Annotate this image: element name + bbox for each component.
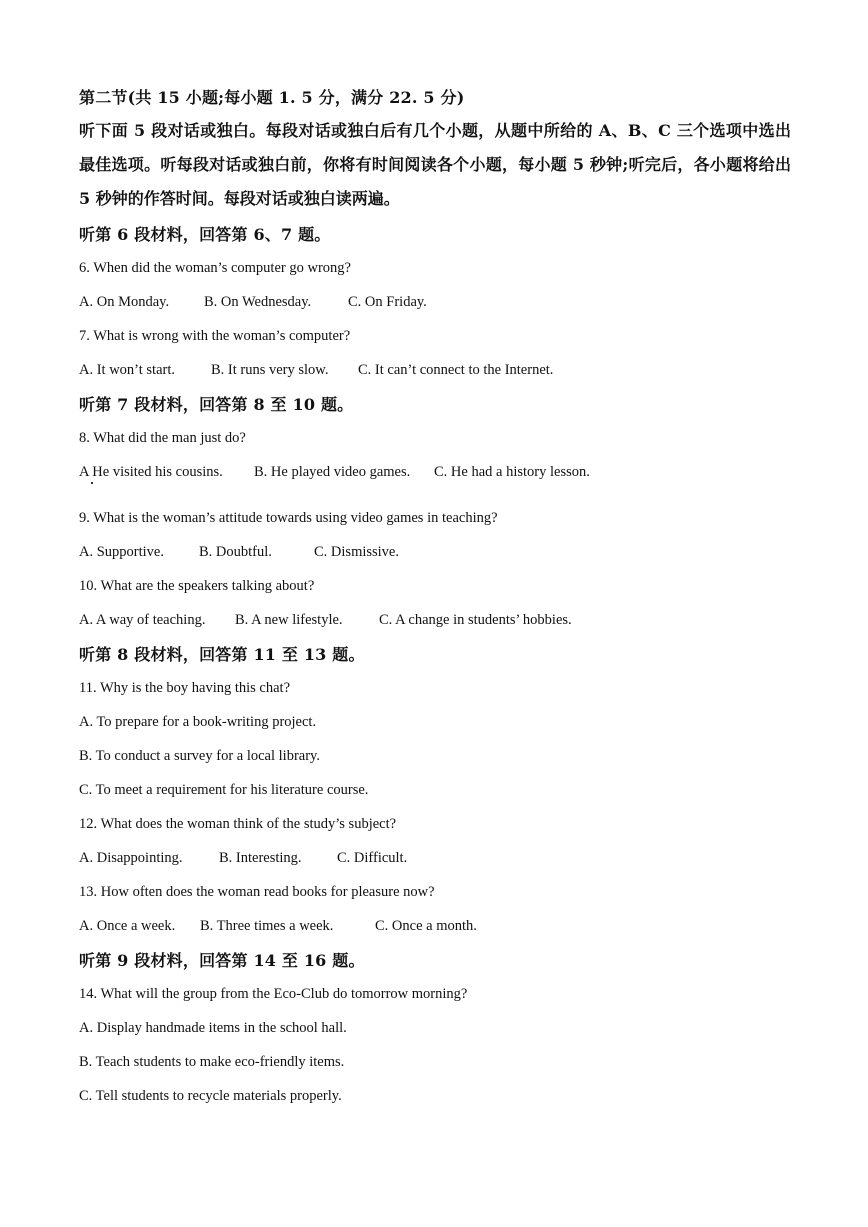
- option-b: B. It runs very slow.: [211, 362, 329, 378]
- question-stem: 10. What are the speakers talking about?: [79, 578, 315, 594]
- option-b: B. He played video games.: [254, 464, 411, 480]
- option-row: [79, 917, 477, 935]
- option-c: C. Dismissive.: [314, 544, 399, 560]
- option-c: C. On Friday.: [348, 294, 427, 310]
- section-heading: 第二节(共 15 小题;每小题 1. 5 分，满分 22. 5 分): [79, 88, 465, 107]
- option-b: B. Three times a week.: [200, 918, 334, 934]
- option-b: B. On Wednesday.: [204, 294, 312, 310]
- option-b: B. To conduct a survey for a local library.: [79, 748, 320, 764]
- option-a: A. To prepare for a book-writing project.: [79, 714, 317, 730]
- option-c: C. Difficult.: [337, 850, 408, 866]
- option-a: A. Supportive.: [79, 544, 164, 560]
- question-stem: 14. What will the group from the Eco-Club do tomorrow morning?: [79, 986, 468, 1002]
- question-stem: 9. What is the woman’s attitude towards using video games in teaching?: [79, 510, 498, 526]
- option-a: A. On Monday.: [79, 294, 170, 310]
- group-header: 听第 9 段材料，回答第 14 至 16 题。: [79, 951, 365, 970]
- question-stem: 6. When did the woman’s computer go wrong?: [79, 260, 351, 276]
- option-row: [79, 543, 399, 561]
- option-row: [79, 293, 427, 311]
- option-b: B. Teach students to make eco-friendly items.: [79, 1054, 345, 1070]
- option-a: A. Disappointing.: [79, 850, 183, 866]
- option-a: A. It won’t start.: [79, 362, 175, 378]
- print-speck: [91, 482, 93, 484]
- option-a: A. Display handmade items in the school hall.: [79, 1020, 347, 1036]
- question-stem: 8. What did the man just do?: [79, 430, 246, 446]
- question-stem: 7. What is wrong with the woman’s computer?: [79, 328, 351, 344]
- option-c: C. To meet a requirement for his literature course.: [79, 782, 369, 798]
- option-c: C. It can’t connect to the Internet.: [358, 362, 554, 378]
- option-b: B. A new lifestyle.: [235, 612, 343, 628]
- option-row: [79, 361, 553, 379]
- option-c: C. A change in students’ hobbies.: [379, 612, 572, 628]
- question-stem: 13. How often does the woman read books for pleasure now?: [79, 884, 435, 900]
- option-c: C. He had a history lesson.: [434, 464, 590, 480]
- option-row: [79, 463, 590, 481]
- option-row: [79, 611, 572, 629]
- option-a: A He visited his cousins.: [79, 464, 223, 480]
- group-header: 听第 7 段材料，回答第 8 至 10 题。: [79, 395, 354, 414]
- option-c: C. Once a month.: [375, 918, 477, 934]
- question-stem: 12. What does the woman think of the study’s subject?: [79, 816, 397, 832]
- group-header: 听第 8 段材料，回答第 11 至 13 题。: [79, 645, 365, 664]
- section-instructions: 听下面 5 段对话或独白。每段对话或独白后有几个小题，从题中所给的 A、B、C 三个选项中选出最佳选项。听每段对话或独白前，你将有时间阅读各个小题，每小题 5 秒钟;听完后，各小题将给出 5 秒钟的作答时间。每段对话或独白读两遍。: [79, 121, 791, 208]
- option-b: B. Interesting.: [219, 850, 302, 866]
- option-b: B. Doubtful.: [199, 544, 272, 560]
- option-a: A. A way of teaching.: [79, 612, 206, 628]
- option-a: A. Once a week.: [79, 918, 176, 934]
- option-c: C. Tell students to recycle materials properly.: [79, 1088, 342, 1104]
- option-row: [79, 849, 407, 867]
- group-header: 听第 6 段材料，回答第 6、7 题。: [79, 225, 331, 244]
- question-stem: 11. Why is the boy having this chat?: [79, 680, 291, 696]
